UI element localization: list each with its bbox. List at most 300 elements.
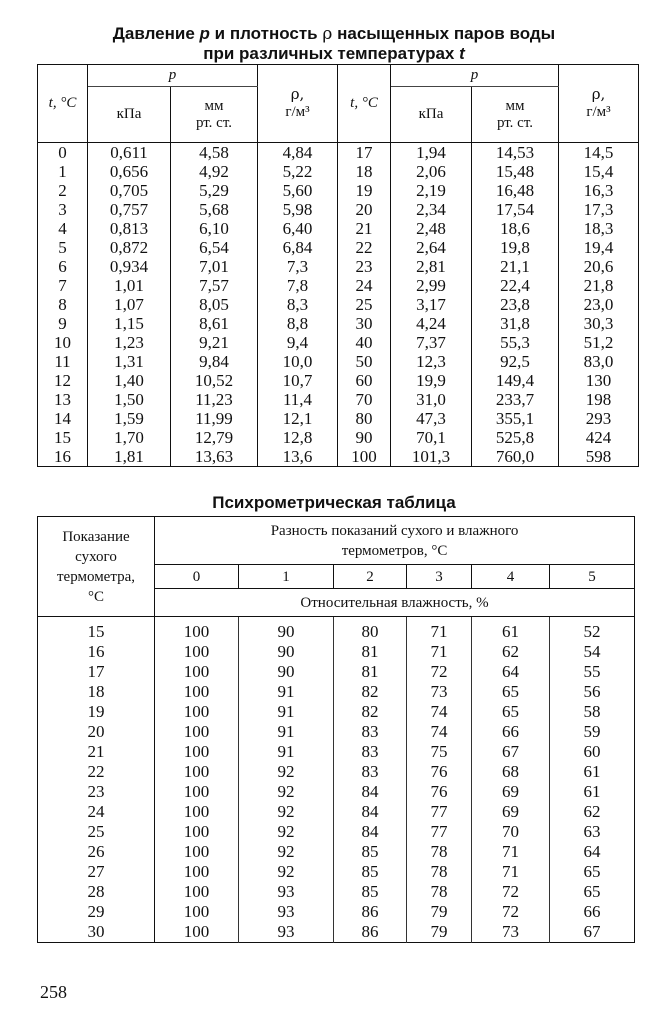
table-row — [38, 882, 635, 902]
table-cell: 100 — [183, 762, 210, 781]
table-cell: 40 — [338, 333, 391, 352]
table-cell: 12,1 — [258, 409, 338, 428]
table-cell: 6,54 — [171, 238, 258, 257]
table-cell: 4,92 — [171, 162, 258, 181]
table-cell: 13 — [38, 390, 88, 409]
table-cell: 15 — [38, 428, 88, 447]
header-relative-humidity: Относительная влажность, % — [155, 589, 635, 617]
table-cell: 10,7 — [258, 371, 338, 390]
symbol-p: p — [199, 24, 210, 43]
table-row — [38, 842, 635, 862]
table-cell: 81 — [334, 642, 407, 662]
table-cell: 7,3 — [258, 257, 338, 276]
table-row — [38, 295, 639, 314]
table-cell: 19,4 — [559, 238, 639, 257]
table-cell: 73 — [472, 922, 550, 943]
table-cell: 83 — [334, 722, 407, 742]
table-cell: 100 — [183, 782, 210, 801]
header-mm-right: мм рт. ст. — [472, 87, 559, 143]
table-cell: 6,84 — [258, 238, 338, 257]
table-cell: 71 — [407, 642, 472, 662]
table-cell: 5,60 — [258, 181, 338, 200]
table-cell: 92 — [239, 822, 334, 842]
table-cell: 2,64 — [391, 238, 472, 257]
table-cell: 15,4 — [559, 162, 639, 181]
table-cell: 101,3 — [391, 447, 472, 467]
table-cell: 30 — [338, 314, 391, 333]
table-cell: 10,52 — [171, 371, 258, 390]
table-cell: 14,53 — [472, 143, 559, 163]
table-cell: 0,611 — [88, 143, 171, 163]
table-cell: 24 — [38, 802, 155, 822]
table-cell: 90 — [338, 428, 391, 447]
table-cell: 12,79 — [171, 428, 258, 447]
table-cell: 5,29 — [171, 181, 258, 200]
table-cell: 2,19 — [391, 181, 472, 200]
table-cell: 23 — [38, 782, 155, 802]
table-cell: 80 — [338, 409, 391, 428]
table-cell: 18,3 — [559, 219, 639, 238]
table-row — [38, 238, 639, 257]
table-cell: 15,48 — [472, 162, 559, 181]
table-cell: 100 — [183, 642, 210, 661]
table-cell: 66 — [550, 902, 635, 922]
table-cell: 6 — [38, 257, 88, 276]
table-cell: 83 — [334, 742, 407, 762]
table-cell: 4,24 — [391, 314, 472, 333]
table-cell: 23,8 — [472, 295, 559, 314]
table-cell: 25 — [38, 822, 155, 842]
table-cell: 17,3 — [559, 200, 639, 219]
table-cell: 100 — [183, 822, 210, 841]
table-cell: 85 — [334, 862, 407, 882]
vapor-pressure-table — [37, 64, 639, 467]
table-cell: 8,61 — [171, 314, 258, 333]
table-cell: 69 — [472, 782, 550, 802]
table-cell: 61 — [550, 782, 635, 802]
table-row — [38, 371, 639, 390]
table-cell: 70 — [472, 822, 550, 842]
table-cell: 55,3 — [472, 333, 559, 352]
table-cell: 21,1 — [472, 257, 559, 276]
header-t-right: t, °C — [338, 65, 391, 143]
table-cell: 56 — [550, 682, 635, 702]
table-cell: 81 — [334, 662, 407, 682]
table-row — [38, 902, 635, 922]
table-cell: 16,3 — [559, 181, 639, 200]
table-cell: 10,0 — [258, 352, 338, 371]
table-cell: 71 — [472, 842, 550, 862]
table-cell: 70 — [338, 390, 391, 409]
table-cell: 0 — [38, 143, 88, 163]
table-cell: 91 — [239, 682, 334, 702]
table-cell: 198 — [559, 390, 639, 409]
table-cell: 0,757 — [88, 200, 171, 219]
table-cell: 23 — [338, 257, 391, 276]
table-cell: 17,54 — [472, 200, 559, 219]
table-cell: 1,40 — [88, 371, 171, 390]
table-cell: 21 — [338, 219, 391, 238]
table-cell: 54 — [550, 642, 635, 662]
header-p-left: p — [88, 65, 258, 87]
table-cell: 0,934 — [88, 257, 171, 276]
table-cell: 18 — [338, 162, 391, 181]
table-row — [38, 390, 639, 409]
table-cell: 65 — [550, 882, 635, 902]
table-cell: 64 — [472, 662, 550, 682]
table-cell: 65 — [550, 862, 635, 882]
table-cell: 760,0 — [472, 447, 559, 467]
table-cell: 9,84 — [171, 352, 258, 371]
table-cell: 55 — [550, 662, 635, 682]
table-row — [38, 662, 635, 682]
table-cell: 79 — [407, 902, 472, 922]
table-cell: 23,0 — [559, 295, 639, 314]
table-cell: 1 — [38, 162, 88, 181]
table-cell: 92 — [239, 842, 334, 862]
table-cell: 11,23 — [171, 390, 258, 409]
table-cell: 100 — [183, 742, 210, 761]
table-row — [38, 143, 639, 163]
table-cell: 86 — [334, 922, 407, 943]
table-cell: 47,3 — [391, 409, 472, 428]
table-cell: 12,8 — [258, 428, 338, 447]
table-cell: 91 — [239, 702, 334, 722]
table-cell: 21 — [38, 742, 155, 762]
table-cell: 93 — [239, 922, 334, 943]
table-cell: 65 — [472, 702, 550, 722]
table-cell: 1,23 — [88, 333, 171, 352]
diff-column-header: 4 — [472, 565, 550, 589]
table-cell: 4,58 — [171, 143, 258, 163]
table-cell: 100 — [183, 722, 210, 741]
table-cell: 92 — [239, 782, 334, 802]
diff-column-header: 5 — [550, 565, 635, 589]
diff-column-header: 2 — [334, 565, 407, 589]
table-row — [38, 762, 635, 782]
table-cell: 68 — [472, 762, 550, 782]
table-cell: 26 — [38, 842, 155, 862]
table-cell: 8,3 — [258, 295, 338, 314]
table-cell: 80 — [334, 622, 407, 642]
table-cell: 11,4 — [258, 390, 338, 409]
page-number: 258 — [40, 982, 67, 1002]
table-cell: 525,8 — [472, 428, 559, 447]
table-cell: 25 — [338, 295, 391, 314]
table-cell: 73 — [407, 682, 472, 702]
table-cell: 1,81 — [88, 447, 171, 467]
table-cell: 100 — [183, 902, 210, 921]
table-cell: 598 — [559, 447, 639, 467]
table-cell: 58 — [550, 702, 635, 722]
table-cell: 74 — [407, 722, 472, 742]
table-cell: 7,8 — [258, 276, 338, 295]
table-cell: 92,5 — [472, 352, 559, 371]
table-cell: 61 — [472, 622, 550, 642]
table-row — [38, 314, 639, 333]
table-cell: 92 — [239, 762, 334, 782]
table-cell: 11 — [38, 352, 88, 371]
table-row — [38, 428, 639, 447]
table-cell: 293 — [559, 409, 639, 428]
table-cell: 10 — [38, 333, 88, 352]
header-mm-left: мм рт. ст. — [171, 87, 258, 143]
table-row — [38, 822, 635, 842]
table-cell: 22 — [338, 238, 391, 257]
table-cell: 65 — [472, 682, 550, 702]
table-cell: 1,01 — [88, 276, 171, 295]
table-cell: 78 — [407, 862, 472, 882]
table-cell: 0,656 — [88, 162, 171, 181]
table-cell: 90 — [239, 662, 334, 682]
table-cell: 1,59 — [88, 409, 171, 428]
table-cell: 100 — [183, 842, 210, 861]
table-cell: 4 — [38, 219, 88, 238]
table1-title-line1: Давление p и плотность ρ насыщенных паров воды — [112, 24, 556, 44]
table-cell: 19 — [38, 702, 155, 722]
table-cell: 355,1 — [472, 409, 559, 428]
table-row — [38, 642, 635, 662]
table-row — [38, 181, 639, 200]
header-p-right: p — [391, 65, 559, 87]
table-cell: 149,4 — [472, 371, 559, 390]
table-cell: 52 — [550, 622, 635, 642]
table-cell: 8,8 — [258, 314, 338, 333]
table-cell: 24 — [338, 276, 391, 295]
table-cell: 14 — [38, 409, 88, 428]
table-cell: 100 — [183, 862, 210, 881]
table-cell: 29 — [38, 902, 155, 922]
table-cell: 74 — [407, 702, 472, 722]
table-cell: 1,70 — [88, 428, 171, 447]
table-cell: 50 — [338, 352, 391, 371]
diff-column-header: 1 — [239, 565, 334, 589]
header-thermometer-difference: Разность показаний сухого и влажного термометров, °С — [155, 517, 635, 565]
table-cell: 60 — [550, 742, 635, 762]
table-row — [38, 447, 639, 467]
header-t-left: t, °C — [38, 65, 88, 143]
table2-title: Психрометрическая таблица — [212, 493, 456, 512]
table-cell: 67 — [550, 922, 635, 943]
table-cell: 2 — [38, 181, 88, 200]
table-cell: 93 — [239, 902, 334, 922]
table-cell: 2,06 — [391, 162, 472, 181]
table-row — [38, 162, 639, 181]
table-cell: 9,21 — [171, 333, 258, 352]
table-cell: 6,40 — [258, 219, 338, 238]
table-cell: 90 — [239, 642, 334, 662]
header-dry-thermometer: Показание сухого термометра, °С — [38, 517, 155, 617]
table-cell: 130 — [559, 371, 639, 390]
table-cell: 83 — [334, 762, 407, 782]
symbol-t: t — [459, 44, 465, 63]
table-cell: 6,10 — [171, 219, 258, 238]
table-cell: 7,37 — [391, 333, 472, 352]
table-cell: 1,50 — [88, 390, 171, 409]
table-cell: 13,6 — [258, 447, 338, 467]
table-cell: 8,05 — [171, 295, 258, 314]
table-row — [38, 682, 635, 702]
table-cell: 9 — [38, 314, 88, 333]
table-cell: 16,48 — [472, 181, 559, 200]
table-cell: 11,99 — [171, 409, 258, 428]
table-cell: 5 — [38, 238, 88, 257]
table-cell: 9,4 — [258, 333, 338, 352]
table-row — [38, 200, 639, 219]
table-cell: 7,01 — [171, 257, 258, 276]
table-row — [38, 802, 635, 822]
table-cell: 72 — [472, 902, 550, 922]
table-row — [38, 862, 635, 882]
table-cell: 100 — [183, 622, 210, 641]
table-cell: 62 — [550, 802, 635, 822]
table-cell: 19 — [338, 181, 391, 200]
table-cell: 30,3 — [559, 314, 639, 333]
table-cell: 71 — [407, 622, 472, 642]
table-cell: 78 — [407, 842, 472, 862]
table-cell: 63 — [550, 822, 635, 842]
table-cell: 84 — [334, 822, 407, 842]
table-cell: 2,99 — [391, 276, 472, 295]
table-cell: 84 — [334, 802, 407, 822]
table-cell: 82 — [334, 702, 407, 722]
table-cell: 67 — [472, 742, 550, 762]
table-cell: 5,98 — [258, 200, 338, 219]
table-cell: 1,31 — [88, 352, 171, 371]
table-cell: 64 — [550, 842, 635, 862]
table-cell: 77 — [407, 802, 472, 822]
table-cell: 72 — [407, 662, 472, 682]
table-cell: 91 — [239, 722, 334, 742]
table-cell: 21,8 — [559, 276, 639, 295]
table-cell: 2,48 — [391, 219, 472, 238]
table-cell: 7 — [38, 276, 88, 295]
table-cell: 15 — [38, 622, 155, 642]
table-cell: 100 — [183, 682, 210, 701]
table-cell: 70,1 — [391, 428, 472, 447]
table-cell: 13,63 — [171, 447, 258, 467]
table-cell: 76 — [407, 762, 472, 782]
table-row — [38, 622, 635, 642]
table-cell: 100 — [338, 447, 391, 467]
table-cell: 92 — [239, 862, 334, 882]
table-cell: 59 — [550, 722, 635, 742]
table-cell: 90 — [239, 622, 334, 642]
table-cell: 84 — [334, 782, 407, 802]
header-rho-right: ρ, г/м³ — [559, 65, 639, 143]
table-cell: 85 — [334, 842, 407, 862]
table-cell: 31,8 — [472, 314, 559, 333]
table-cell: 72 — [472, 882, 550, 902]
table-cell: 86 — [334, 902, 407, 922]
table-cell: 77 — [407, 822, 472, 842]
table-cell: 66 — [472, 722, 550, 742]
table-cell: 16 — [38, 447, 88, 467]
table-cell: 30 — [38, 922, 155, 943]
table-cell: 75 — [407, 742, 472, 762]
table-cell: 0,705 — [88, 181, 171, 200]
table-cell: 20 — [38, 722, 155, 742]
table-cell: 3,17 — [391, 295, 472, 314]
table-cell: 82 — [334, 682, 407, 702]
table-cell: 0,813 — [88, 219, 171, 238]
table-cell: 2,81 — [391, 257, 472, 276]
table-cell: 28 — [38, 882, 155, 902]
table-cell: 20 — [338, 200, 391, 219]
table-cell: 100 — [183, 802, 210, 821]
table-cell: 61 — [550, 762, 635, 782]
table-cell: 19,9 — [391, 371, 472, 390]
table-cell: 1,94 — [391, 143, 472, 163]
header-kpa-left: кПа — [88, 87, 171, 143]
table-cell: 5,68 — [171, 200, 258, 219]
table-row — [38, 742, 635, 762]
table-cell: 100 — [183, 882, 210, 901]
table-row — [38, 257, 639, 276]
table-cell: 69 — [472, 802, 550, 822]
table-cell: 60 — [338, 371, 391, 390]
table-cell: 92 — [239, 802, 334, 822]
table-cell: 8 — [38, 295, 88, 314]
table-cell: 17 — [38, 662, 155, 682]
table-cell: 1,15 — [88, 314, 171, 333]
table-cell: 31,0 — [391, 390, 472, 409]
table-row — [38, 782, 635, 802]
psychrometric-table — [37, 516, 635, 943]
table-cell: 93 — [239, 882, 334, 902]
table-cell: 78 — [407, 882, 472, 902]
table1-title-line2: при различных температурах t — [203, 44, 465, 63]
table-cell: 20,6 — [559, 257, 639, 276]
table-cell: 18 — [38, 682, 155, 702]
table-cell: 91 — [239, 742, 334, 762]
table-cell: 76 — [407, 782, 472, 802]
table-row — [38, 219, 639, 238]
table-cell: 18,6 — [472, 219, 559, 238]
header-rho-left: ρ, г/м³ — [258, 65, 338, 143]
table-cell: 71 — [472, 862, 550, 882]
table-cell: 51,2 — [559, 333, 639, 352]
diff-column-header: 3 — [407, 565, 472, 589]
table-cell: 83,0 — [559, 352, 639, 371]
table-row — [38, 722, 635, 742]
table-cell: 12 — [38, 371, 88, 390]
table-row — [38, 702, 635, 722]
table-cell: 22,4 — [472, 276, 559, 295]
header-kpa-right: кПа — [391, 87, 472, 143]
table-cell: 62 — [472, 642, 550, 662]
table-cell: 100 — [183, 922, 210, 941]
table-cell: 12,3 — [391, 352, 472, 371]
symbol-rho: ρ — [322, 24, 333, 44]
table-row — [38, 352, 639, 371]
table-cell: 233,7 — [472, 390, 559, 409]
table-cell: 17 — [338, 143, 391, 163]
table-cell: 0,872 — [88, 238, 171, 257]
table-cell: 14,5 — [559, 143, 639, 163]
table-cell: 2,34 — [391, 200, 472, 219]
table-cell: 79 — [407, 922, 472, 943]
table-cell: 100 — [183, 702, 210, 721]
table-row — [38, 409, 639, 428]
table-cell: 85 — [334, 882, 407, 902]
table-cell: 7,57 — [171, 276, 258, 295]
table-cell: 1,07 — [88, 295, 171, 314]
table-cell: 100 — [183, 662, 210, 681]
table-cell: 19,8 — [472, 238, 559, 257]
table-cell: 3 — [38, 200, 88, 219]
table-cell: 16 — [38, 642, 155, 662]
